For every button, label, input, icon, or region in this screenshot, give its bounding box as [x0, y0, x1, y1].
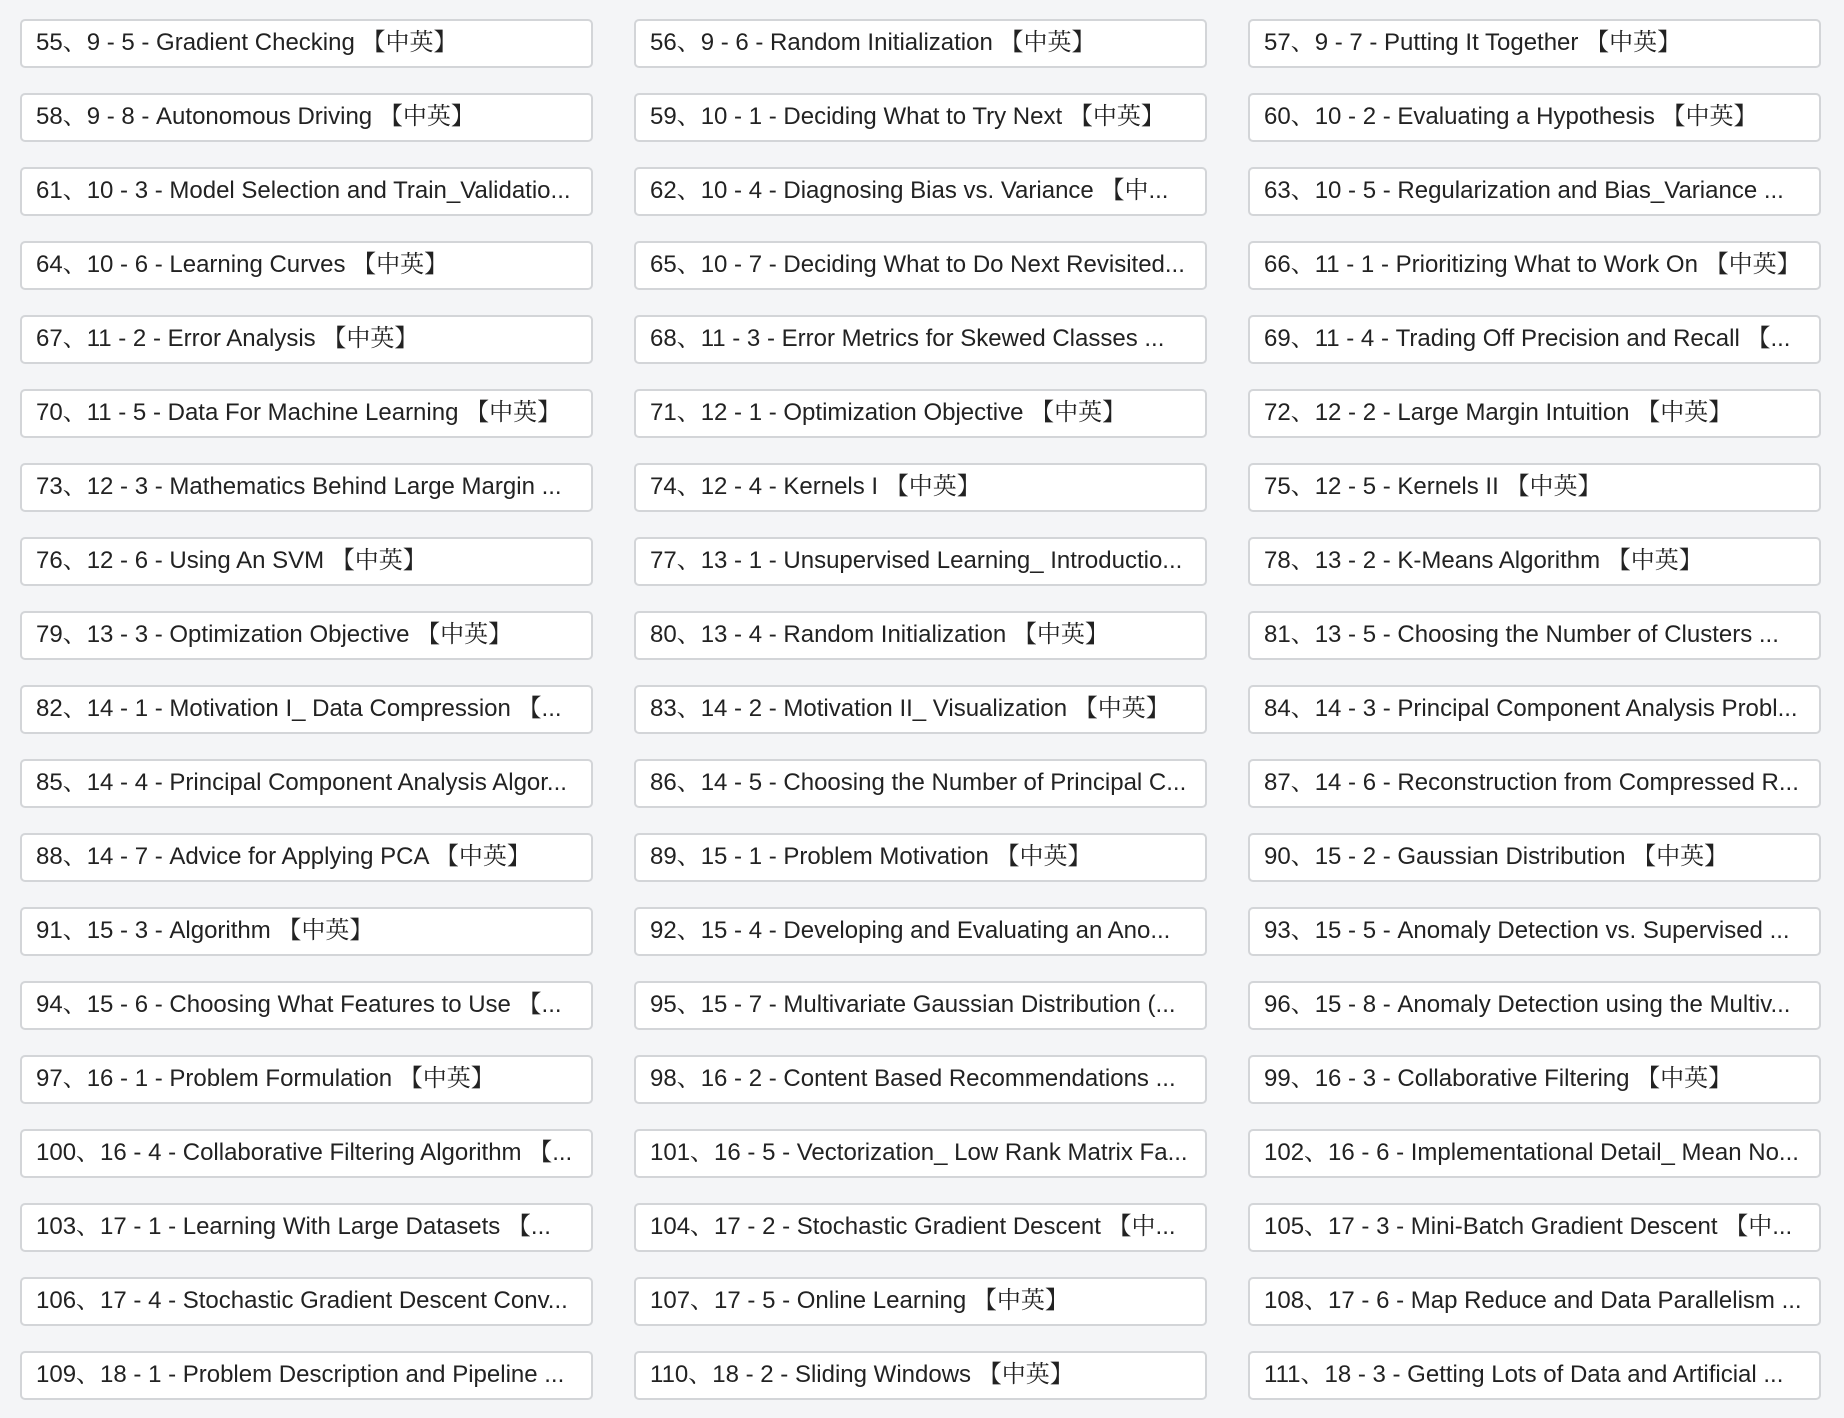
- episode-label: 89、15 - 1 - Problem Motivation 【中英】: [650, 843, 1092, 871]
- episode-item[interactable]: [634, 1277, 1207, 1326]
- episode-item[interactable]: [1248, 981, 1821, 1030]
- episode-label: 61、10 - 3 - Model Selection and Train_Validatio...: [36, 177, 571, 205]
- episode-item[interactable]: [1248, 1277, 1821, 1326]
- episode-label: 92、15 - 4 - Developing and Evaluating an Ano...: [650, 917, 1171, 945]
- episode-item[interactable]: [1248, 1203, 1821, 1252]
- episode-label: 77、13 - 1 - Unsupervised Learning_ Introductio...: [650, 547, 1183, 575]
- episode-label: 79、13 - 3 - Optimization Objective 【中英】: [36, 621, 513, 649]
- episode-label: 102、16 - 6 - Implementational Detail_ Mean No...: [1264, 1139, 1799, 1167]
- episode-label: 66、11 - 1 - Prioritizing What to Work On 【中英】: [1264, 251, 1801, 279]
- episode-item[interactable]: [1248, 167, 1821, 216]
- episode-item[interactable]: [634, 833, 1207, 882]
- episode-item[interactable]: [1248, 907, 1821, 956]
- episode-item[interactable]: [1248, 241, 1821, 290]
- episode-item[interactable]: [1248, 1129, 1821, 1178]
- episode-label: 97、16 - 1 - Problem Formulation 【中英】: [36, 1065, 495, 1093]
- episode-label: 55、9 - 5 - Gradient Checking 【中英】: [36, 29, 458, 57]
- episode-item[interactable]: [1248, 537, 1821, 586]
- episode-label: 91、15 - 3 - Algorithm 【中英】: [36, 917, 374, 945]
- episode-item[interactable]: [20, 1351, 593, 1400]
- episode-label: 78、13 - 2 - K-Means Algorithm 【中英】: [1264, 547, 1703, 575]
- episode-label: 107、17 - 5 - Online Learning 【中英】: [650, 1287, 1069, 1315]
- episode-label: 109、18 - 1 - Problem Description and Pipeline ...: [36, 1361, 565, 1389]
- episode-item[interactable]: [20, 981, 593, 1030]
- episode-label: 69、11 - 4 - Trading Off Precision and Recall 【...: [1264, 325, 1791, 353]
- episode-label: 110、18 - 2 - Sliding Windows 【中英】: [650, 1361, 1074, 1389]
- episode-label: 105、17 - 3 - Mini-Batch Gradient Descent 【中...: [1264, 1213, 1793, 1241]
- episode-label: 75、12 - 5 - Kernels II 【中英】: [1264, 473, 1602, 501]
- episode-label: 64、10 - 6 - Learning Curves 【中英】: [36, 251, 449, 279]
- episode-item[interactable]: [634, 759, 1207, 808]
- episode-label: 57、9 - 7 - Putting It Together 【中英】: [1264, 29, 1682, 57]
- episode-item[interactable]: [634, 981, 1207, 1030]
- episode-label: 98、16 - 2 - Content Based Recommendations ...: [650, 1065, 1176, 1093]
- episode-item[interactable]: [634, 19, 1207, 68]
- episode-item[interactable]: [634, 685, 1207, 734]
- episode-label: 99、16 - 3 - Collaborative Filtering 【中英】: [1264, 1065, 1733, 1093]
- episode-item[interactable]: [634, 463, 1207, 512]
- episode-item[interactable]: [634, 389, 1207, 438]
- episode-label: 73、12 - 3 - Mathematics Behind Large Margin ...: [36, 473, 562, 501]
- episode-label: 68、11 - 3 - Error Metrics for Skewed Classes ...: [650, 325, 1165, 353]
- episode-item[interactable]: [1248, 833, 1821, 882]
- episode-item[interactable]: [634, 1129, 1207, 1178]
- episode-item[interactable]: [634, 241, 1207, 290]
- episode-item[interactable]: [634, 1351, 1207, 1400]
- episode-label: 108、17 - 6 - Map Reduce and Data Parallelism ...: [1264, 1287, 1802, 1315]
- episode-label: 67、11 - 2 - Error Analysis 【中英】: [36, 325, 419, 353]
- episode-label: 60、10 - 2 - Evaluating a Hypothesis 【中英】: [1264, 103, 1758, 131]
- episode-item[interactable]: [20, 537, 593, 586]
- episode-item[interactable]: [20, 389, 593, 438]
- episode-item[interactable]: [20, 685, 593, 734]
- episode-item[interactable]: [634, 93, 1207, 142]
- episode-label: 104、17 - 2 - Stochastic Gradient Descent 【中...: [650, 1213, 1176, 1241]
- episode-label: 103、17 - 1 - Learning With Large Datasets 【...: [36, 1213, 551, 1241]
- episode-item[interactable]: [20, 19, 593, 68]
- episode-item[interactable]: [20, 167, 593, 216]
- episode-item[interactable]: [20, 1277, 593, 1326]
- episode-item[interactable]: [20, 1203, 593, 1252]
- episode-item[interactable]: [20, 315, 593, 364]
- episode-item[interactable]: [634, 1203, 1207, 1252]
- episode-label: 94、15 - 6 - Choosing What Features to Use 【...: [36, 991, 562, 1019]
- episode-item[interactable]: [1248, 19, 1821, 68]
- episode-label: 62、10 - 4 - Diagnosing Bias vs. Variance 【中...: [650, 177, 1169, 205]
- episode-label: 106、17 - 4 - Stochastic Gradient Descent Conv...: [36, 1287, 568, 1315]
- episode-label: 59、10 - 1 - Deciding What to Try Next 【中英】: [650, 103, 1165, 131]
- episode-label: 70、11 - 5 - Data For Machine Learning 【中英】: [36, 399, 562, 427]
- episode-label: 74、12 - 4 - Kernels I 【中英】: [650, 473, 981, 501]
- episode-label: 76、12 - 6 - Using An SVM 【中英】: [36, 547, 427, 575]
- episode-label: 82、14 - 1 - Motivation I_ Data Compression 【...: [36, 695, 562, 723]
- episode-item[interactable]: [1248, 315, 1821, 364]
- episode-label: 81、13 - 5 - Choosing the Number of Clusters ...: [1264, 621, 1779, 649]
- episode-label: 100、16 - 4 - Collaborative Filtering Algorithm 【...: [36, 1139, 573, 1167]
- episode-item[interactable]: [1248, 759, 1821, 808]
- episode-label: 96、15 - 8 - Anomaly Detection using the Multiv...: [1264, 991, 1791, 1019]
- episode-item[interactable]: [20, 907, 593, 956]
- episode-item[interactable]: [20, 93, 593, 142]
- episode-item[interactable]: [1248, 1351, 1821, 1400]
- episode-label: 85、14 - 4 - Principal Component Analysis Algor...: [36, 769, 567, 797]
- episode-item[interactable]: [1248, 93, 1821, 142]
- episode-label: 84、14 - 3 - Principal Component Analysis Probl...: [1264, 695, 1798, 723]
- episode-label: 72、12 - 2 - Large Margin Intuition 【中英】: [1264, 399, 1733, 427]
- episode-label: 101、16 - 5 - Vectorization_ Low Rank Matrix Fa...: [650, 1139, 1188, 1167]
- episode-label: 87、14 - 6 - Reconstruction from Compressed R...: [1264, 769, 1799, 797]
- episode-label: 95、15 - 7 - Multivariate Gaussian Distribution (...: [650, 991, 1176, 1019]
- episode-label: 90、15 - 2 - Gaussian Distribution 【中英】: [1264, 843, 1729, 871]
- episode-label: 71、12 - 1 - Optimization Objective 【中英】: [650, 399, 1127, 427]
- episode-label: 83、14 - 2 - Motivation II_ Visualization 【中英】: [650, 695, 1170, 723]
- episode-item[interactable]: [634, 167, 1207, 216]
- episode-item[interactable]: [20, 1055, 593, 1104]
- episode-label: 93、15 - 5 - Anomaly Detection vs. Supervised ...: [1264, 917, 1790, 945]
- episode-item[interactable]: [20, 241, 593, 290]
- episode-item[interactable]: [20, 611, 593, 660]
- episode-item[interactable]: [634, 315, 1207, 364]
- episode-label: 80、13 - 4 - Random Initialization 【中英】: [650, 621, 1109, 649]
- episode-item[interactable]: [20, 833, 593, 882]
- episode-label: 56、9 - 6 - Random Initialization 【中英】: [650, 29, 1096, 57]
- episode-item[interactable]: [1248, 463, 1821, 512]
- episode-item[interactable]: [634, 1055, 1207, 1104]
- episode-label: 111、18 - 3 - Getting Lots of Data and Artificial ...: [1264, 1361, 1784, 1389]
- episode-label: 86、14 - 5 - Choosing the Number of Principal C...: [650, 769, 1187, 797]
- episode-item[interactable]: [1248, 389, 1821, 438]
- episode-item[interactable]: [20, 759, 593, 808]
- episode-item[interactable]: [1248, 685, 1821, 734]
- episode-item[interactable]: [634, 611, 1207, 660]
- episode-item[interactable]: [20, 463, 593, 512]
- episode-item[interactable]: [634, 537, 1207, 586]
- episode-label: 58、9 - 8 - Autonomous Driving 【中英】: [36, 103, 475, 131]
- episode-label: 65、10 - 7 - Deciding What to Do Next Revisited...: [650, 251, 1185, 279]
- episode-label: 88、14 - 7 - Advice for Applying PCA 【中英】: [36, 843, 531, 871]
- episode-item[interactable]: [1248, 611, 1821, 660]
- episode-label: 63、10 - 5 - Regularization and Bias_Variance ...: [1264, 177, 1784, 205]
- episode-item[interactable]: [1248, 1055, 1821, 1104]
- episode-item[interactable]: [634, 907, 1207, 956]
- episode-item[interactable]: [20, 1129, 593, 1178]
- episode-list: [20, 19, 1821, 1400]
